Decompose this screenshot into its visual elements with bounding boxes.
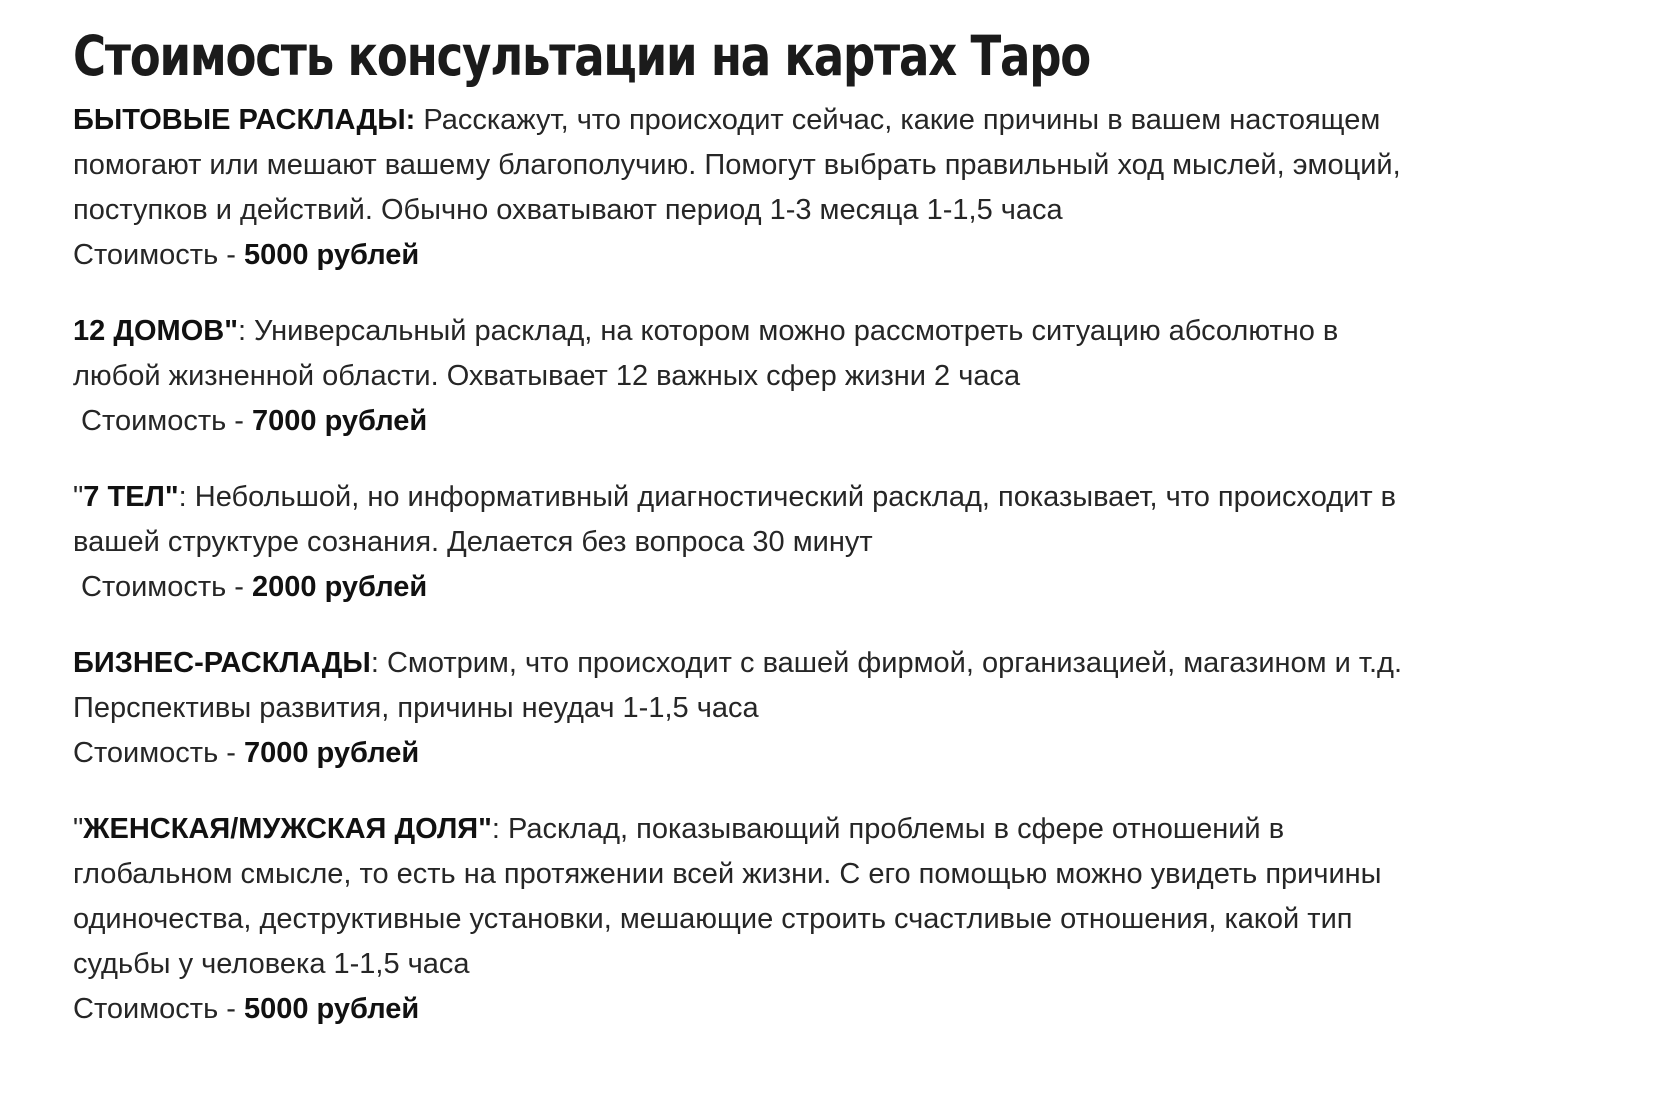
price-value: 7000 рублей bbox=[243, 737, 420, 769]
service-description-text: : Небольшой, но информативный диагностический расклад, показывает, что происходит в bbox=[178, 481, 1397, 513]
service-description-text: : Смотрим, что происходит с вашей фирмой, организацией, магазином и т.д. bbox=[370, 647, 1403, 679]
service-description-line: глобальном смысле, то есть на протяжении всей жизни. С его помощью можно увидеть причины bbox=[73, 858, 1382, 890]
price-label: Стоимость - bbox=[73, 571, 253, 603]
service-name-prefix: " bbox=[73, 481, 84, 513]
service-description-line: одиночества, деструктивные установки, мешающие строить счастливые отношения, какой тип bbox=[73, 903, 1353, 935]
service-section bbox=[73, 98, 1633, 278]
service-description-line: вашей структуре сознания. Делается без вопроса 30 минут bbox=[73, 526, 873, 558]
service-section bbox=[73, 807, 1633, 1032]
service-section bbox=[73, 641, 1633, 776]
service-description-line: поступков и действий. Обычно охватывают период 1-3 месяца 1-1,5 часа bbox=[73, 194, 1063, 226]
price-value: 5000 рублей bbox=[243, 239, 420, 271]
service-price-line bbox=[73, 233, 1633, 278]
price-label: Стоимость - bbox=[73, 405, 253, 437]
service-description-line: Перспективы развития, причины неудач 1-1,5 часа bbox=[73, 692, 759, 724]
service-name: БИЗНЕС-РАСКЛАДЫ bbox=[73, 647, 371, 679]
price-label: Стоимость - bbox=[73, 239, 244, 271]
price-label: Стоимость - bbox=[73, 737, 244, 769]
service-description-text: Расскажут, что происходит сейчас, какие причины в вашем настоящем bbox=[415, 104, 1381, 136]
price-value: 2000 рублей bbox=[252, 571, 428, 603]
service-description-line bbox=[73, 475, 1633, 520]
service-section bbox=[73, 475, 1633, 610]
service-description-line: помогают или мешают вашему благополучию. Помогут выбрать правильный ход мыслей, эмоций, bbox=[73, 149, 1401, 181]
service-price-line bbox=[73, 731, 1633, 776]
service-description-line: судьбы у человека 1-1,5 часа bbox=[73, 948, 470, 980]
service-description-line bbox=[73, 641, 1633, 686]
service-name-prefix: " bbox=[73, 813, 84, 845]
service-description-line bbox=[73, 309, 1633, 354]
service-name: ЖЕНСКАЯ/МУЖСКАЯ ДОЛЯ" bbox=[83, 813, 492, 845]
service-name: БЫТОВЫЕ РАСКЛАДЫ: bbox=[73, 104, 416, 136]
service-description-line bbox=[73, 98, 1633, 143]
price-label: Стоимость - bbox=[73, 993, 244, 1025]
price-value: 5000 рублей bbox=[243, 993, 420, 1025]
service-price-line bbox=[73, 987, 1633, 1032]
price-value: 7000 рублей bbox=[252, 405, 428, 437]
service-section bbox=[73, 309, 1633, 444]
service-description-text: : Универсальный расклад, на котором можно рассмотреть ситуацию абсолютно в bbox=[237, 315, 1339, 347]
page-title: Стоимость консультации на картах Таро bbox=[73, 24, 1091, 88]
service-name: 7 ТЕЛ" bbox=[83, 481, 179, 513]
service-price-line bbox=[73, 399, 1633, 444]
service-name: 12 ДОМОВ" bbox=[73, 315, 238, 347]
service-description-line: любой жизненной области. Охватывает 12 важных сфер жизни 2 часа bbox=[73, 360, 1021, 392]
service-description-line bbox=[73, 807, 1633, 852]
service-price-line bbox=[73, 565, 1633, 610]
service-description-text: : Расклад, показывающий проблемы в сфере отношений в bbox=[491, 813, 1285, 845]
pricing-page bbox=[73, 20, 1633, 1063]
